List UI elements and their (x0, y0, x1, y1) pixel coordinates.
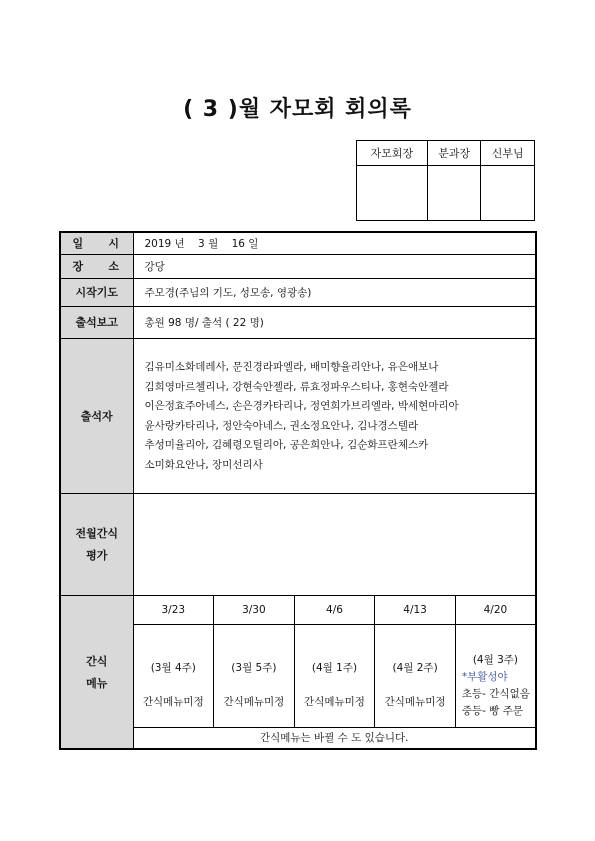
menu-item: 간식메뉴미정 (223, 695, 285, 708)
attendee-line: 김희영마르첼리나, 강현숙안젤라, 류효정파우스티나, 홍현숙안젤라 (144, 380, 449, 393)
prayer-value[interactable]: 주모경(주님의 기도, 성모송, 영광송) (133, 278, 536, 306)
date-label: 일 시 (60, 232, 133, 254)
approval-box (356, 140, 535, 221)
approval-header-section-head: 분과장 (427, 141, 481, 166)
menu-item-middle: 중등- 빵 주문 (461, 705, 524, 717)
menu-week: (4월 1주) (311, 661, 358, 674)
approval-header-president: 자모회장 (357, 141, 428, 166)
menu-cell[interactable] (375, 624, 456, 727)
review-label-line2: 평가 (86, 549, 108, 562)
menu-cell[interactable] (214, 624, 295, 727)
place-label: 장 소 (60, 254, 133, 278)
signature-cell-priest[interactable] (481, 166, 535, 221)
attendance-value[interactable]: 총원 98 명/ 출석 ( 22 명) (133, 306, 536, 338)
menu-item: 간식메뉴미정 (142, 695, 204, 708)
menu-week: (3월 4주) (150, 661, 196, 674)
menu-date: 3/23 (133, 595, 214, 624)
page-title: ( 3 )월 자모회 회의록 (183, 97, 412, 122)
signature-cell-president[interactable] (357, 166, 428, 221)
menu-week: (3월 5주) (231, 661, 277, 674)
menu-item: 간식메뉴미정 (384, 695, 446, 708)
menu-cell[interactable] (133, 624, 214, 727)
menu-item-elementary: 초등- 간식없음 (461, 688, 530, 700)
attendee-line: 소미화요안나, 장미선리사 (144, 458, 263, 471)
signature-cell-section-head[interactable] (427, 166, 481, 221)
menu-cell[interactable] (294, 624, 375, 727)
menu-date: 4/13 (375, 595, 456, 624)
menu-week: (4월 2주) (392, 661, 438, 674)
menu-date: 4/6 (294, 595, 375, 624)
menu-date: 4/20 (455, 595, 536, 624)
review-label-line1: 전월간식 (75, 527, 118, 540)
menu-week: (4월 3주) (472, 654, 519, 666)
review-value[interactable] (133, 493, 536, 595)
menu-label-line2: 메뉴 (86, 676, 108, 690)
review-label (60, 493, 133, 595)
attendee-line: 이은정효주아네스, 손은경카타리나, 정연희가브리엘라, 박세현마리아 (144, 400, 459, 412)
minutes-table (59, 231, 537, 750)
menu-label-line1: 간식 (86, 654, 108, 668)
attendee-line: 추성미율리아, 김혜령오틸리아, 공은희안나, 김순화프란체스카 (144, 439, 429, 451)
prayer-label: 시작기도 (60, 278, 133, 306)
approval-header-priest: 신부님 (481, 141, 535, 166)
place-value[interactable]: 강당 (133, 254, 536, 278)
menu-item: 간식메뉴미정 (304, 695, 365, 708)
attendees-label: 출석자 (60, 338, 133, 493)
date-value[interactable]: 2019 년 3 월 16 일 (133, 232, 536, 254)
menu-cell[interactable] (455, 624, 536, 727)
attendee-line: 윤사랑카타리나, 정안숙아네스, 권소정요안나, 김나경스텔라 (144, 419, 419, 432)
attendee-line: 김유미소화데레사, 문진경라파엘라, 배미향율리안나, 유은애보나 (144, 361, 439, 373)
menu-date: 3/30 (214, 595, 295, 624)
attendance-label: 출석보고 (60, 306, 133, 338)
menu-event-note: *부활성야 (461, 671, 508, 683)
attendees-value[interactable] (133, 338, 536, 493)
menu-label (60, 595, 133, 749)
menu-change-note: 간식메뉴는 바뀔 수 도 있습니다. (133, 727, 536, 749)
